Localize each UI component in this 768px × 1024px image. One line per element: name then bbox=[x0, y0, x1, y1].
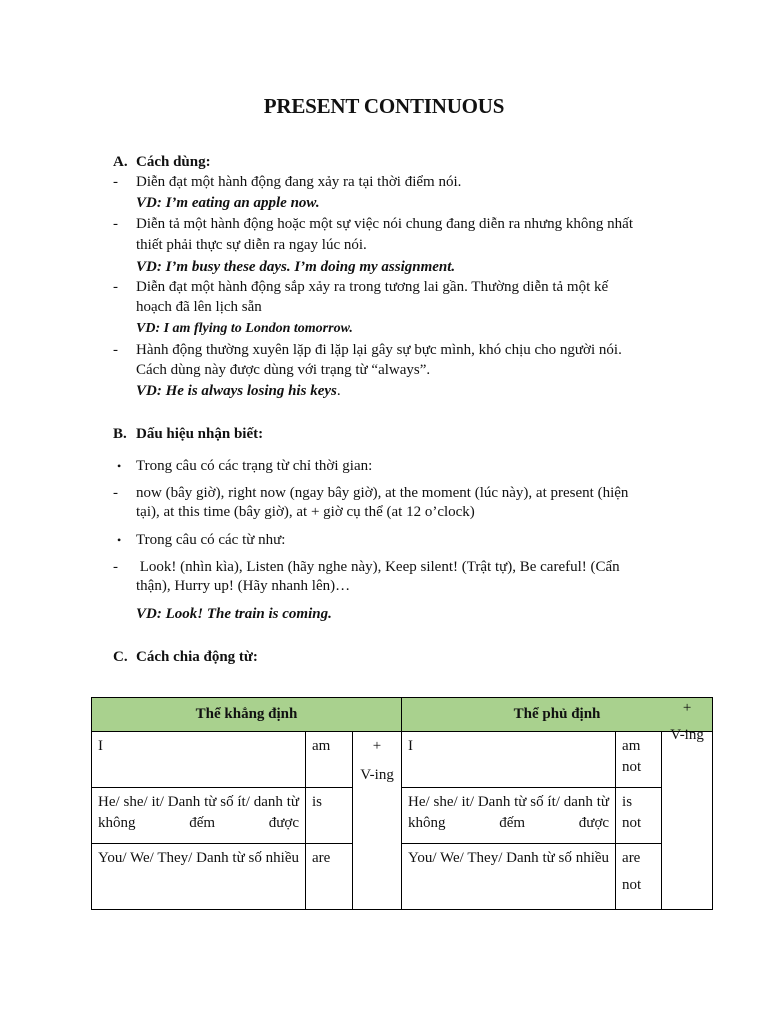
negative-header: Thể phủ định bbox=[402, 698, 713, 732]
section-a-title: Cách dùng: bbox=[136, 154, 211, 170]
usage-item-4-line-1: Hành động thường xuyên lặp đi lặp lại gây sự bực mình, khó chịu cho người nói. bbox=[136, 342, 622, 358]
neg-ving-cell bbox=[662, 700, 713, 910]
table-row bbox=[92, 788, 713, 844]
dash-marker: - bbox=[113, 559, 118, 575]
aff-verb-cell: are bbox=[306, 844, 353, 910]
aff-ving-cell bbox=[353, 732, 402, 910]
usage-item-1: Diễn đạt một hành động đang xảy ra tại thời điểm nói. bbox=[136, 174, 462, 190]
section-a-heading bbox=[113, 152, 211, 173]
ving-label: V-ing bbox=[360, 766, 394, 783]
usage-example-1: VD: I’m eating an apple now. bbox=[136, 195, 320, 211]
section-b-title: Dấu hiệu nhận biết: bbox=[136, 426, 264, 442]
usage-example-4 bbox=[136, 381, 688, 402]
neg-verb-part-1: am bbox=[622, 738, 641, 754]
sign-bullet-1: Trong câu có các trạng từ chỉ thời gian: bbox=[136, 458, 373, 474]
aff-verb-cell: is bbox=[306, 788, 353, 844]
affirmative-header: Thể khẳng định bbox=[92, 698, 402, 732]
neg-verb-part-2: not bbox=[622, 876, 642, 893]
section-b-heading bbox=[113, 424, 263, 445]
neg-verb-part-1: is bbox=[622, 794, 633, 810]
neg-verb-part-2: not bbox=[622, 758, 642, 775]
usage-example-2: VD: I’m busy these days. I’m doing my assignment. bbox=[136, 259, 456, 275]
neg-subject-cell: I bbox=[402, 732, 616, 788]
table-row bbox=[92, 844, 713, 910]
sign-bullet-2: Trong câu có các từ như: bbox=[136, 532, 286, 548]
plus-sign: + bbox=[682, 700, 692, 716]
aff-subject-cell: You/ We/ They/ Danh từ số nhiều bbox=[92, 844, 306, 910]
neg-verb-cell bbox=[616, 788, 662, 844]
dash-marker: - bbox=[113, 485, 118, 501]
neg-verb-part-2: not bbox=[622, 814, 642, 831]
dash-marker: - bbox=[113, 174, 118, 190]
usage-item-2-line-2: thiết phải thực sự diễn ra ngay lúc nói. bbox=[136, 237, 367, 253]
sign-adverbs-line-2: tại), at this time (bây giờ), at + giờ cụ thể (at 12 o’clock) bbox=[136, 504, 475, 520]
sign-words-line-1: Look! (nhìn kìa), Listen (hãy nghe này), Keep silent! (Trật tự), Be careful! (Cẩn bbox=[136, 559, 620, 575]
bullet-marker: • bbox=[117, 533, 122, 547]
section-a-label: A. bbox=[113, 154, 128, 170]
usage-item-3-line-1: Diễn đạt một hành động sắp xảy ra trong tương lai gần. Thường diễn tả một kế bbox=[136, 279, 609, 295]
usage-example-3: VD: I am flying to London tomorrow. bbox=[136, 321, 353, 336]
usage-item-4-line-2: Cách dùng này được dùng với trạng từ “always”. bbox=[136, 362, 431, 378]
usage-example-4-period: . bbox=[336, 383, 341, 399]
aff-verb-cell: am bbox=[306, 732, 353, 788]
neg-verb-part-1: are bbox=[622, 850, 641, 866]
usage-example-4-text: VD: He is always losing his keys bbox=[136, 383, 337, 399]
neg-subject-cell: He/ she/ it/ Danh từ số ít/ danh từ không đếm được bbox=[402, 788, 616, 844]
dash-marker: - bbox=[113, 279, 118, 295]
aff-subject-cell: He/ she/ it/ Danh từ số ít/ danh từ không đếm được bbox=[92, 788, 306, 844]
section-c-title: Cách chia động từ: bbox=[136, 649, 258, 665]
bullet-marker: • bbox=[117, 459, 122, 473]
usage-item-2-line-1: Diễn tả một hành động hoặc một sự việc nói chung đang diễn ra nhưng không nhất bbox=[136, 216, 633, 232]
neg-subject-cell: You/ We/ They/ Danh từ số nhiều bbox=[402, 844, 616, 910]
neg-verb-cell bbox=[616, 844, 662, 910]
section-b-label: B. bbox=[113, 426, 127, 442]
section-c-label: C. bbox=[113, 649, 128, 665]
table-row bbox=[92, 732, 713, 788]
sign-words-line-2: thận), Hurry up! (Hãy nhanh lên)… bbox=[136, 578, 351, 594]
sign-adverbs-line-1: now (bây giờ), right now (ngay bây giờ), at the moment (lúc này), at present (hiện bbox=[136, 485, 629, 501]
plus-sign: + bbox=[372, 738, 382, 754]
aff-subject-cell: I bbox=[92, 732, 306, 788]
section-c-heading bbox=[113, 647, 258, 668]
sign-example: VD: Look! The train is coming. bbox=[136, 606, 332, 622]
conjugation-table bbox=[91, 697, 713, 910]
page-title: PRESENT CONTINUOUS bbox=[263, 94, 505, 118]
dash-marker: - bbox=[113, 342, 118, 358]
dash-marker: - bbox=[113, 216, 118, 232]
usage-item-3-line-2: hoạch đã lên lịch sẵn bbox=[136, 299, 262, 315]
neg-verb-cell bbox=[616, 732, 662, 788]
ving-label: V-ing bbox=[670, 726, 704, 743]
